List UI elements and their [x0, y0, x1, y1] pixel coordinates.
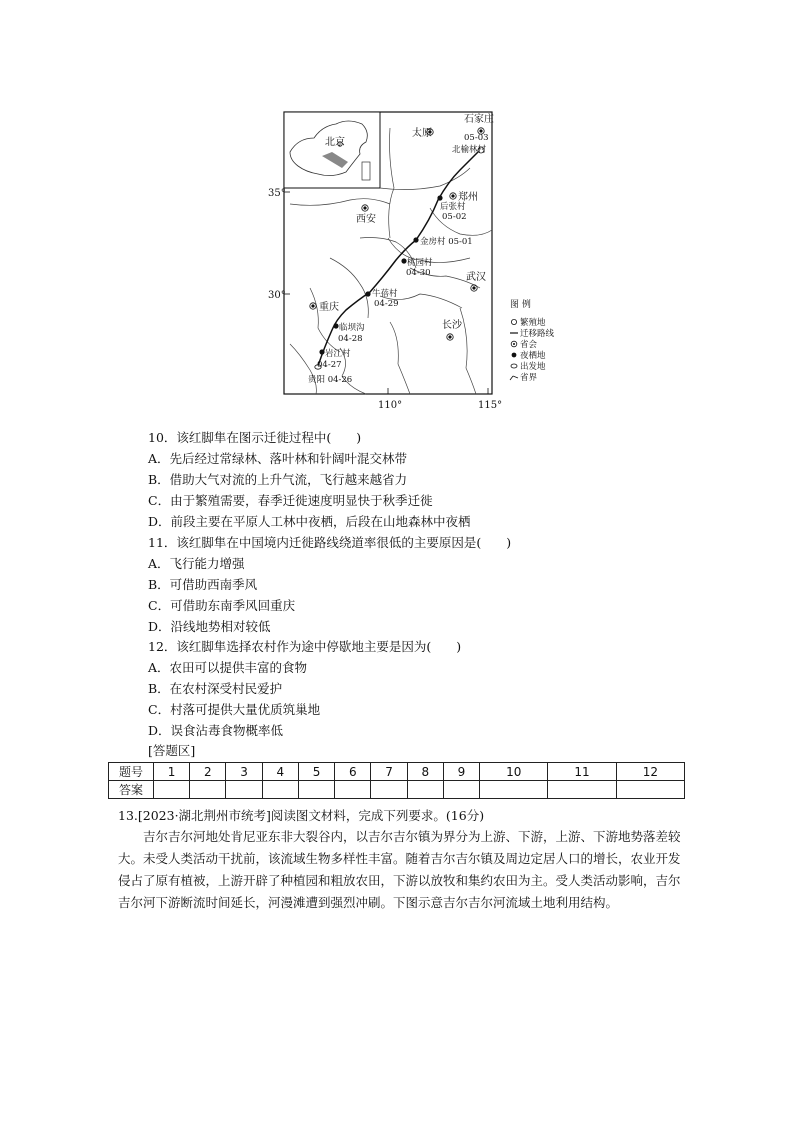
- city-chongqing: 重庆: [319, 302, 339, 313]
- q13-heading: 13.[2023·湖北荆州市统考]阅读图文材料，完成下列要求。(16分): [118, 808, 485, 823]
- stop-label-s7: 04-30: [406, 268, 431, 278]
- answer-cell[interactable]: [335, 781, 371, 799]
- stop-label-s12: 岩江村: [325, 349, 351, 359]
- answer-table-answer-row: [109, 781, 685, 799]
- map-legend: [510, 298, 555, 383]
- stop-label-s4: 05-02: [442, 212, 467, 222]
- legend-roost-icon: [512, 353, 517, 358]
- q12-option-c: C．村落可提供大量优质筑巢地: [148, 702, 321, 717]
- stop-label-s8: 牛蓓村: [372, 289, 398, 299]
- city-shijiazhuang: 石家庄: [464, 114, 494, 125]
- q13-material: [118, 826, 688, 914]
- q11-option-c: C．可借助东南季风回重庆: [148, 598, 296, 613]
- answer-row-header: 答案: [109, 781, 154, 799]
- legend-title: 图 例: [510, 300, 531, 310]
- question-number-cell: 3: [226, 763, 262, 781]
- inset-frame: [284, 112, 380, 188]
- answer-cell[interactable]: [407, 781, 443, 799]
- stop-label-s14: 贵阳 04-26: [308, 375, 353, 385]
- stop-label-s6: 桃园村: [407, 258, 433, 268]
- question-number-cell: 7: [371, 763, 407, 781]
- stop-label-s5: 金房村 05-01: [420, 237, 473, 247]
- question-number-cell: 2: [190, 763, 226, 781]
- inset-beijing-label: 北京: [325, 137, 345, 148]
- city-wuhan: 武汉: [466, 272, 486, 283]
- legend-border-icon: [510, 376, 518, 380]
- legend-item-breeding: 繁殖地: [520, 318, 546, 328]
- city-changsha: 长沙: [442, 320, 462, 331]
- stop-label-s3: 后张村: [440, 202, 466, 212]
- q12-option-a: A．农田可以提供丰富的食物: [148, 660, 308, 675]
- q12-option-b: B．在农村深受村民爱护: [148, 681, 283, 696]
- q11-option-a: A．飞行能力增强: [148, 556, 245, 571]
- stop-label-s1: 05-03: [464, 133, 489, 143]
- question-number-cell: 5: [298, 763, 334, 781]
- answer-cell[interactable]: [262, 781, 298, 799]
- lon-115-label: 115°: [478, 400, 503, 411]
- q10-option-a: A．先后经过常绿林、落叶林和针阔叶混交林带: [148, 451, 408, 466]
- question-number-cell: 1: [154, 763, 190, 781]
- lat-30-label: 30°: [268, 290, 286, 301]
- answer-cell[interactable]: [190, 781, 226, 799]
- question-number-cell: 6: [335, 763, 371, 781]
- answer-cell[interactable]: [443, 781, 479, 799]
- answer-cell[interactable]: [371, 781, 407, 799]
- q13-paragraph: 吉尔吉尔河地处肯尼亚东非大裂谷内，以吉尔吉尔镇为界分为上游、下游，上游、下游地势落差较大。未受人类活动干扰前，该流域生物多样性丰富。随着吉尔吉尔镇及周边定居人口的增长，农业开发侵占了原有植被，上游开辟了种植园和粗放农田，下游以放牧和集约农田为主。受人类活动影响，吉尔吉尔河下游断流时间延长，河漫滩遭到强烈冲刷。下图示意吉尔吉尔河流域土地利用结构。: [118, 829, 681, 910]
- stop-label-s2: 北榆林村: [452, 145, 487, 155]
- q10-stem: 10．该红脚隼在图示迁徙过程中( ): [148, 430, 362, 445]
- legend-departure-icon: [511, 364, 517, 368]
- answer-cell[interactable]: [480, 781, 548, 799]
- legend-item-capital: 省会: [520, 340, 538, 350]
- answer-area-label: [答题区]: [148, 743, 196, 758]
- question-number-cell: 9: [443, 763, 479, 781]
- legend-item-route: 迁移路线: [520, 329, 555, 339]
- question-number-cell: 12: [616, 763, 684, 781]
- q12-option-d: D．误食沾毒食物概率低: [148, 723, 284, 738]
- legend-item-roost: 夜栖地: [520, 351, 546, 361]
- answer-cell[interactable]: [226, 781, 262, 799]
- q10-option-d: D．前段主要在平原人工林中夜栖，后段在山地森林中夜栖: [148, 514, 471, 529]
- stop-label-s10: 临坝沟: [339, 323, 365, 333]
- question-number-cell: 4: [262, 763, 298, 781]
- q10-option-c: C．由于繁殖需要，春季迁徙速度明显快于秋季迁徙: [148, 493, 433, 508]
- answer-cell[interactable]: [154, 781, 190, 799]
- lat-35-label: 35°: [268, 188, 286, 199]
- q10-option-b: B．借助大气对流的上升气流，飞行越来越省力: [148, 472, 408, 487]
- city-xian: 西安: [356, 214, 376, 225]
- stop-label-s13: 04-27: [317, 360, 342, 370]
- answer-table: [108, 762, 685, 799]
- legend-item-departure: 出发地: [520, 362, 546, 372]
- city-zhengzhou: 郑州: [458, 192, 478, 203]
- number-row-header: 题号: [109, 763, 154, 781]
- q11-option-b: B．可借助西南季风: [148, 577, 258, 592]
- answer-cell[interactable]: [548, 781, 616, 799]
- lon-110-label: 110°: [378, 400, 403, 411]
- q12-stem: 12．该红脚隼选择农村作为途中停歇地主要是因为( ): [148, 639, 462, 654]
- answer-cell[interactable]: [298, 781, 334, 799]
- legend-item-border: 省界: [520, 373, 538, 383]
- question-number-cell: 11: [548, 763, 616, 781]
- question-number-cell: 8: [407, 763, 443, 781]
- city-taiyuan: 太原: [412, 128, 432, 139]
- legend-breeding-icon: [511, 319, 516, 324]
- answer-table-number-row: [109, 763, 685, 781]
- q11-option-d: D．沿线地势相对较低: [148, 619, 271, 634]
- answer-cell[interactable]: [616, 781, 684, 799]
- question-number-cell: 10: [480, 763, 548, 781]
- migration-route-map: [268, 108, 555, 418]
- q11-stem: 11．该红脚隼在中国境内迁徙路线绕道率很低的主要原因是( ): [148, 535, 512, 550]
- stop-label-s9: 04-29: [374, 299, 399, 309]
- stop-label-s11: 04-28: [338, 334, 363, 344]
